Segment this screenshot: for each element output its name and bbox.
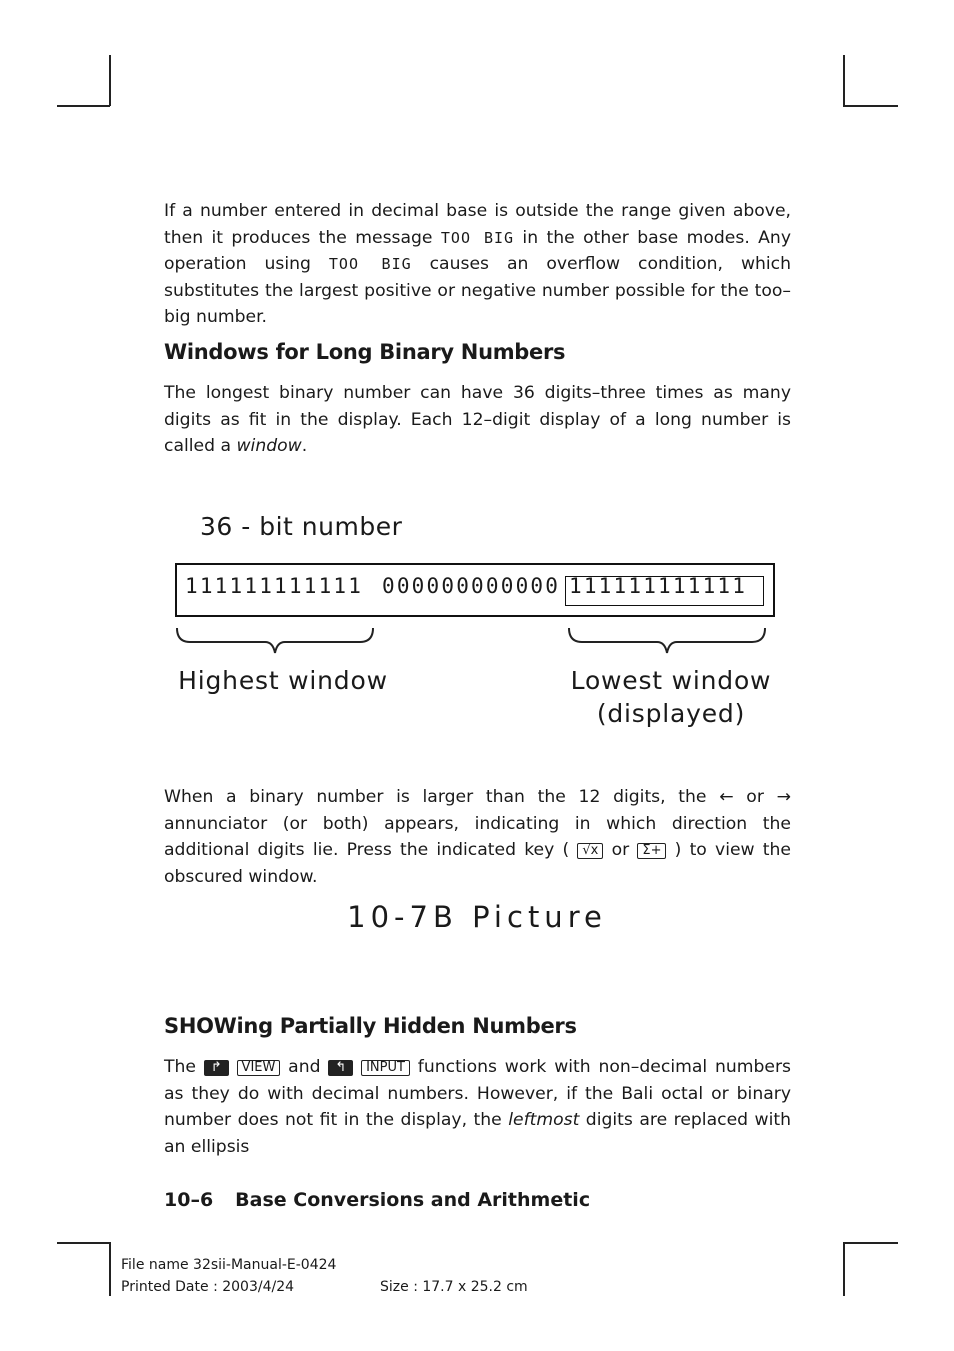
text: or bbox=[603, 840, 638, 860]
text: . bbox=[301, 436, 308, 456]
left-shift-key-icon: ↰ bbox=[328, 1060, 353, 1076]
diagram-title: 36 - bit number bbox=[200, 512, 403, 541]
label-lowest-window bbox=[556, 664, 786, 730]
right-shift-key-icon: ↱ bbox=[204, 1060, 229, 1076]
printed-date: Printed Date : 2003/4/24 bbox=[121, 1279, 295, 1295]
label-lowest-window-line1: Lowest window bbox=[570, 666, 772, 695]
text: If a number entered in decimal base is outside the range given above, then it produces the message bbox=[164, 201, 791, 248]
view-key-icon: VIEW bbox=[237, 1060, 281, 1076]
paper-size: Size : 17.7 x 25.2 cm bbox=[380, 1279, 528, 1295]
section-heading-showing: SHOWing Partially Hidden Numbers bbox=[164, 1014, 577, 1038]
crop-mark-bottom-right-horizontal bbox=[843, 1242, 898, 1244]
text: digits are replaced with an ellipsis bbox=[164, 1110, 791, 1157]
input-key-icon: INPUT bbox=[361, 1060, 410, 1076]
text: ) to view the obscured window. bbox=[164, 840, 792, 887]
crop-mark-top-left-vertical bbox=[109, 55, 111, 106]
page-number: 10–6 bbox=[164, 1189, 214, 1211]
binary-segment-mid: 000000000000 bbox=[382, 574, 561, 598]
text: and bbox=[280, 1057, 329, 1077]
sqrt-x-key-icon: √x bbox=[577, 843, 603, 859]
label-highest-window: Highest window bbox=[178, 666, 388, 695]
crop-mark-top-right-vertical bbox=[843, 55, 845, 106]
brace-lowest-window bbox=[566, 626, 768, 658]
italic-term: window bbox=[236, 436, 302, 456]
text: The longest binary number can have 36 digits–three times as many digits as fit in the display. Each 12–digit display of a long number is called a bbox=[164, 383, 791, 456]
text: causes an overflow condition, which substitutes the largest positive or negative number possible for the too–big number. bbox=[164, 254, 792, 327]
paragraph-too-big bbox=[164, 198, 791, 331]
page-footer bbox=[164, 1189, 590, 1211]
lcd-message-too-big: TOO BIG bbox=[440, 228, 515, 247]
crop-mark-bottom-right-vertical bbox=[843, 1242, 845, 1296]
crop-mark-top-left-horizontal bbox=[57, 105, 110, 107]
sigma-plus-key-icon: Σ+ bbox=[637, 843, 666, 859]
italic-term: leftmost bbox=[508, 1110, 580, 1130]
crop-mark-bottom-left-vertical bbox=[109, 1242, 111, 1296]
text: in the other base modes. Any operation using bbox=[164, 227, 791, 274]
lcd-message-too-big: TOO BIG bbox=[328, 255, 412, 273]
binary-segment-low: 111111111111 bbox=[569, 574, 748, 598]
crop-mark-bottom-left-horizontal bbox=[57, 1242, 110, 1244]
label-lowest-window-line2: (displayed) bbox=[596, 699, 746, 728]
brace-highest-window bbox=[174, 626, 376, 658]
text: When a binary number is larger than the 12 digits, the bbox=[164, 787, 720, 807]
text: annunciator (or both) appears, indicating in which direction the additional digits lie. Press the indicated key ( bbox=[164, 813, 791, 860]
paragraph-windows bbox=[164, 380, 791, 460]
figure-caption: 10-7B Picture bbox=[347, 900, 607, 934]
paragraph-annunciator bbox=[164, 784, 791, 890]
paragraph-showing bbox=[164, 1054, 791, 1160]
section-heading-windows: Windows for Long Binary Numbers bbox=[164, 340, 566, 364]
text: The bbox=[164, 1057, 204, 1077]
right-arrow-icon: → bbox=[776, 787, 791, 807]
crop-mark-top-right-horizontal bbox=[843, 105, 898, 107]
text: functions work with non–decimal numbers as they do with decimal numbers. However, if the Bali octal or binary number does not fit in the display, the bbox=[164, 1057, 792, 1130]
binary-segment-high: 111111111111 bbox=[185, 574, 364, 598]
chapter-title: Base Conversions and Arithmetic bbox=[235, 1189, 591, 1211]
file-name: File name 32sii-Manual-E-0424 bbox=[121, 1257, 337, 1273]
text: or bbox=[733, 787, 777, 807]
left-arrow-icon: ← bbox=[719, 787, 734, 807]
